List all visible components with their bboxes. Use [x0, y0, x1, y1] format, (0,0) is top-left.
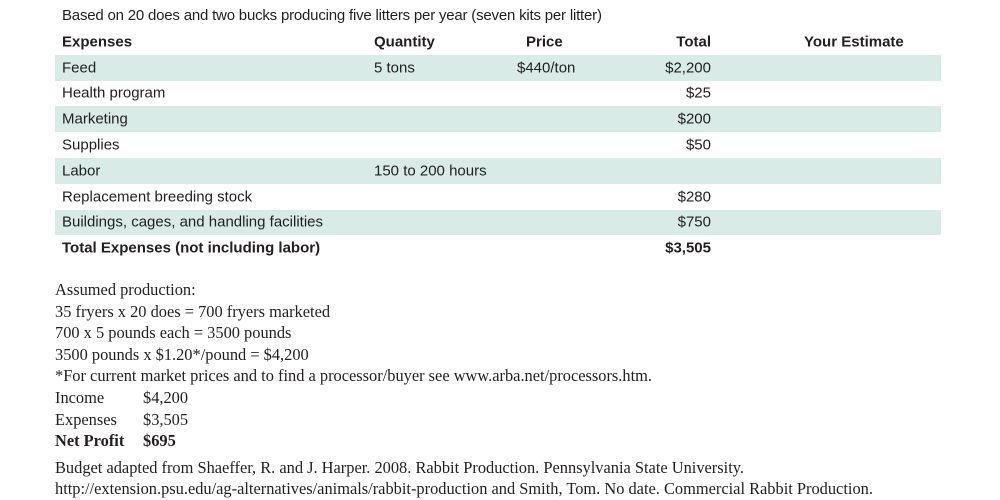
total-expenses-label: Total Expenses (not including labor) — [62, 239, 321, 257]
production-line: 35 fryers x 20 does = 700 fryers marketed — [55, 301, 331, 321]
table-row — [55, 158, 941, 184]
net-profit-value: $695 — [143, 431, 176, 451]
table-row — [55, 55, 941, 81]
row-expense: Labor — [62, 162, 101, 180]
header-total: Total — [676, 33, 711, 51]
row-expense: Buildings, cages, and handling facilities — [62, 213, 323, 231]
production-line: 3500 pounds x $1.20*/pound = $4,200 — [55, 344, 309, 364]
production-line: Assumed production: — [55, 280, 196, 299]
total-expenses-value: $3,505 — [665, 239, 711, 257]
expenses-label: Expenses — [55, 409, 117, 429]
table-subtitle: Based on 20 does and two bucks producing five litters per year (seven kits per litter) — [62, 7, 602, 24]
row-total: $200 — [677, 110, 711, 128]
table-row — [55, 184, 941, 210]
net-profit-label: Net Profit — [55, 431, 125, 451]
table-row — [55, 132, 941, 158]
header-your-estimate: Your Estimate — [804, 33, 904, 51]
citation-line: Budget adapted from Shaeffer, R. and J. Harper. 2008. Rabbit Production. Pennsylvania State University. — [55, 458, 744, 477]
row-expense: Marketing — [62, 110, 128, 128]
table-row — [55, 81, 941, 107]
row-total: $750 — [677, 213, 711, 231]
table-row — [55, 106, 941, 132]
budget-table — [55, 29, 941, 261]
expenses-value: $3,505 — [143, 409, 189, 429]
row-expense: Feed — [62, 59, 97, 77]
net-profit-line — [55, 430, 652, 452]
table-total-row — [55, 235, 941, 261]
assumed-production-block — [55, 279, 652, 452]
row-expense: Supplies — [62, 136, 120, 154]
row-total: $50 — [685, 136, 711, 154]
market-price-note: *For current market prices and to find a processor/buyer see www.arba.net/processors.htm. — [55, 366, 653, 386]
header-quantity: Quantity — [374, 33, 435, 51]
income-label: Income — [55, 387, 105, 407]
income-line — [55, 387, 652, 409]
citation-line: http://extension.psu.edu/ag-alternatives/animals/rabbit-production and Smith, Tom. No date. Commercial Rabbit Production. — [55, 479, 873, 499]
income-value: $4,200 — [143, 387, 189, 407]
row-quantity: 150 to 200 hours — [374, 162, 487, 180]
row-expense: Health program — [62, 84, 166, 102]
table-header-row — [55, 29, 941, 55]
production-line: 700 x 5 pounds each = 3500 pounds — [55, 323, 292, 343]
row-expense: Replacement breeding stock — [62, 188, 253, 206]
row-total: $280 — [677, 188, 711, 206]
row-price: $440/ton — [517, 59, 576, 77]
header-expenses: Expenses — [62, 33, 133, 51]
row-total: $25 — [685, 84, 711, 102]
row-quantity: 5 tons — [374, 59, 415, 77]
header-price: Price — [526, 33, 563, 51]
expenses-line — [55, 409, 652, 431]
source-citation — [55, 457, 873, 500]
row-total: $2,200 — [665, 59, 711, 77]
table-row — [55, 210, 941, 236]
